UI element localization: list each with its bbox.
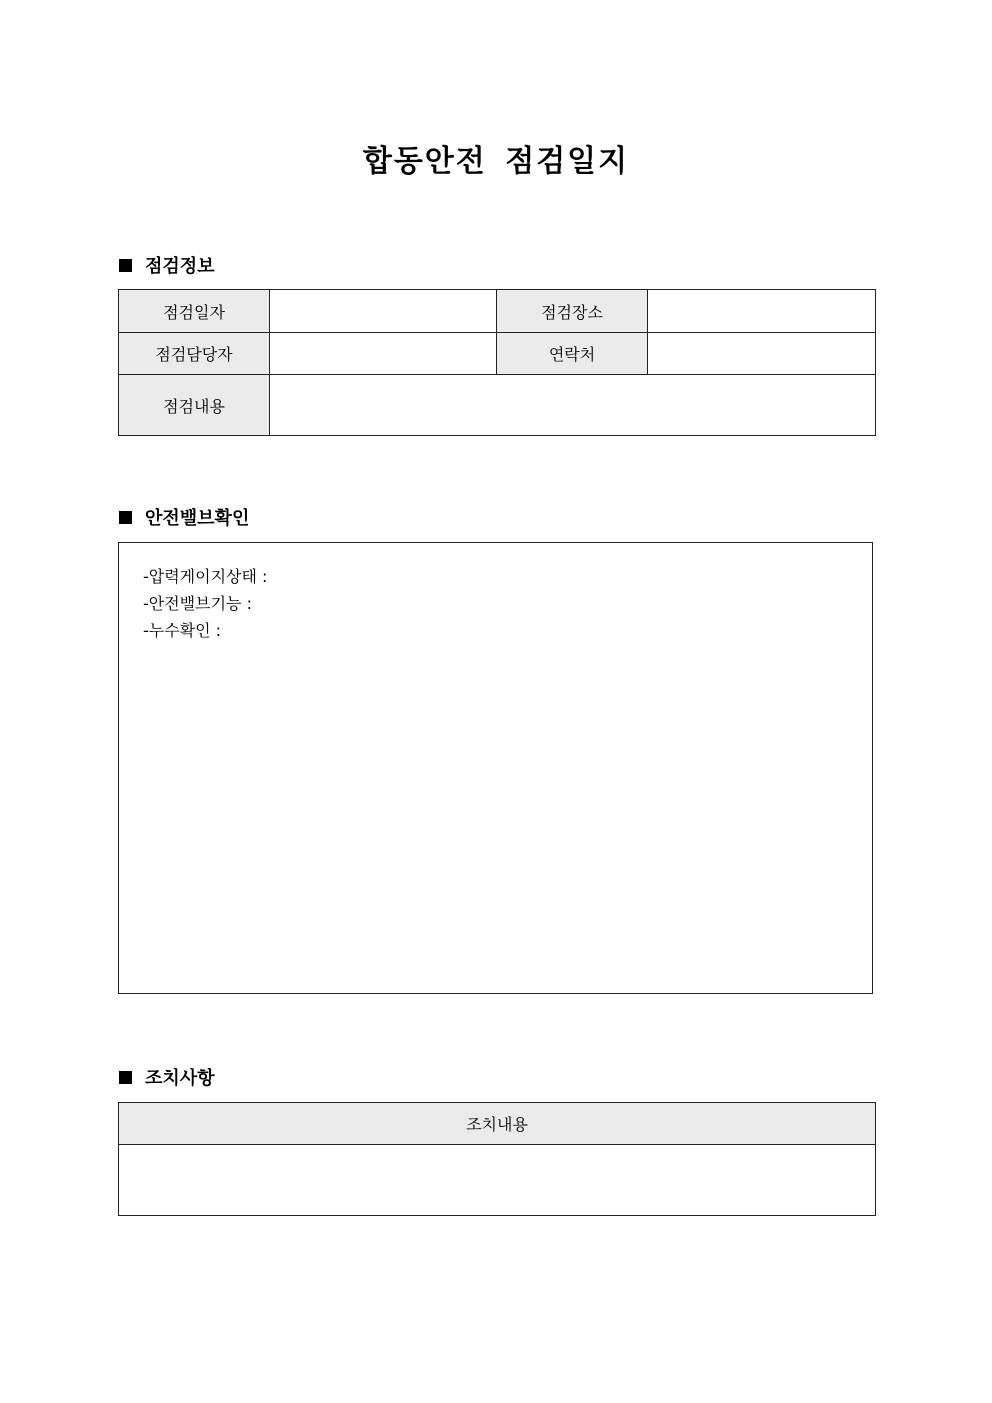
- action-content-header: 조치내용: [119, 1103, 876, 1145]
- inspector-field[interactable]: [270, 333, 497, 375]
- section-heading-label: 조치사항: [145, 1068, 215, 1089]
- inspection-info-table: [118, 289, 876, 436]
- table-row: [119, 290, 876, 333]
- section-heading-label: 점검정보: [145, 256, 215, 277]
- section-heading-label: 안전밸브확인: [145, 508, 250, 529]
- inspection-date-label: 점검일자: [119, 290, 270, 333]
- table-row: [119, 1145, 876, 1216]
- square-bullet-icon: [119, 259, 132, 272]
- table-row: [119, 1103, 876, 1145]
- section-heading-safety-valve: [119, 505, 249, 529]
- action-content-field[interactable]: [119, 1145, 876, 1216]
- inspection-content-field[interactable]: [270, 375, 876, 436]
- pressure-gauge-status-line: -압력게이지상태 :: [143, 567, 268, 586]
- inspection-place-label: 점검장소: [497, 290, 648, 333]
- leak-check-line: -누수확인 :: [143, 621, 222, 640]
- contact-field[interactable]: [648, 333, 876, 375]
- inspection-content-label: 점검내용: [119, 375, 270, 436]
- table-row: [119, 333, 876, 375]
- inspector-label: 점검담당자: [119, 333, 270, 375]
- page-title: 합동안전 점검일지: [362, 144, 630, 179]
- table-row: [119, 375, 876, 436]
- safety-valve-check-box[interactable]: [118, 542, 873, 994]
- square-bullet-icon: [119, 1071, 132, 1084]
- contact-label: 연락처: [497, 333, 648, 375]
- square-bullet-icon: [119, 511, 132, 524]
- inspection-date-field[interactable]: [270, 290, 497, 333]
- safety-valve-function-line: -안전밸브기능 :: [143, 594, 252, 613]
- section-heading-actions: [119, 1065, 215, 1089]
- section-heading-inspection-info: [119, 253, 215, 277]
- actions-table: [118, 1102, 876, 1216]
- inspection-place-field[interactable]: [648, 290, 876, 333]
